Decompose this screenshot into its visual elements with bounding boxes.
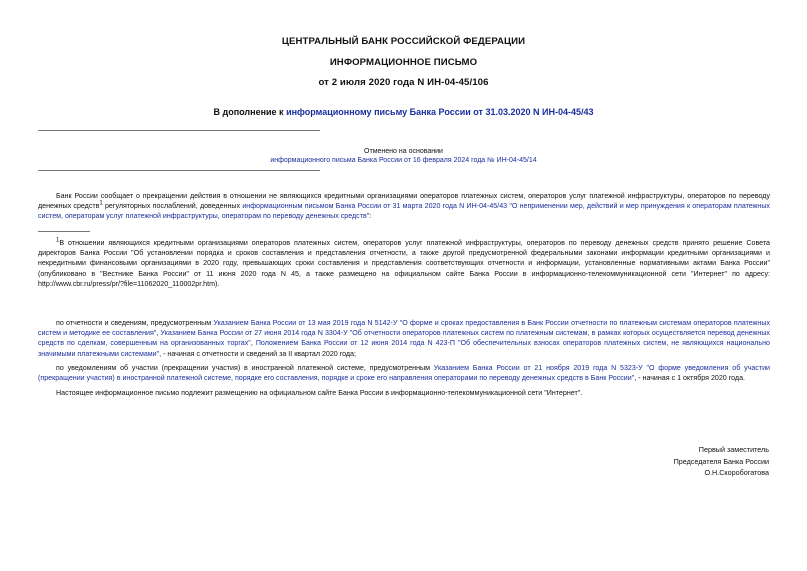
p1-text2: регуляторных послаблений, доведенных <box>102 202 243 211</box>
doc-date-number: от 2 июля 2020 года N ИН-04-45/106 <box>318 77 489 88</box>
p2-link2[interactable]: Указанием Банка России от 27 июня 2014 года N 3304-У "Об отчетности операторов платежных систем по платежным системам, в рамках которых осуществляется перевод денежных средств по сделкам, совершенным на организованных торгах" <box>38 329 770 348</box>
org-title: ЦЕНТРАЛЬНЫЙ БАНК РОССИЙСКОЙ ФЕДЕРАЦИИ <box>281 36 526 47</box>
addition-link[interactable]: информационному письму Банка России от 31.03.2020 N ИН-04-45/43 <box>286 107 594 117</box>
p1-link[interactable]: информационным письмом Банка России от 31 марта 2020 года N ИН-04-45/43 "О неприменении мер, действий и мер принуждения к операторам платежных систем, операторам услуг платежной инфраструктуры, операторам по переводу денежных средств" <box>38 202 770 221</box>
paragraph-reporting <box>38 318 770 359</box>
p2-text4: , - начиная с отчетности и сведений за II квартал 2020 года; <box>159 349 356 358</box>
p3-text1: по уведомлениям об участии (прекращении участия) в иностранной платежной системе, предусмотренным <box>56 364 434 372</box>
paragraph-intro <box>38 191 770 222</box>
footnote-text: В отношении являющихся кредитными организациями операторов платежных систем, операторов услуг платежной инфраструктуры, операторов по переводу денежных средств принято решение Совета директоров Банка России "Об установлении порядка и сроков составления и представления отчетности, а также другой предусмотренной федеральными законами информации кредитными организациями и некредитными финансовыми организациями в 2020 году, превышающих сроки составления и представления соответствующих отчетности и информации, установленные нормативными актами Банка России" (опубликовано в "Вестнике Банка России" от 11 июня 2020 года N 45, а также размещено на официальном сайте Банка России в информационно-телекоммуникационной сети "Интернет" по адресу: http://www.cbr.ru/press/pr/?file=11062020_110002pr.htm). <box>38 239 770 288</box>
footnote <box>38 238 770 289</box>
p2-text3: , <box>250 339 256 348</box>
paragraph-publication: Настоящее информационное письмо подлежит размещению на официальном сайте Банка России в информационно-телекоммуникационной сети "Интернет". <box>56 389 583 397</box>
divider-top <box>38 130 320 131</box>
signature-block <box>569 444 769 479</box>
footnote-ref[interactable]: 1 <box>99 200 103 207</box>
p2-link3[interactable]: Положением Банка России от 12 июня 2014 года N 423-П "Об обеспечительных взносах операторов платежных систем, не являющихся национально значимыми платежными системами" <box>38 339 770 358</box>
signature-line1: Первый заместитель <box>698 445 769 454</box>
footnote-mark: 1 <box>56 237 60 244</box>
cancel-note-line1: Отменено на основании <box>364 148 443 155</box>
p3-link1[interactable]: Указанием Банка России от 21 ноября 2019 года N 5323-У "О форме уведомления об участии (прекращении участия) в иностранной платежной системе, порядке его составления, порядке и сроке его направления операторами по переводу денежных средств в Банк России" <box>38 364 770 383</box>
cancel-note-link[interactable]: информационного письма Банка России от 16 февраля 2024 года № ИН-04-45/14 <box>270 157 537 164</box>
signature-name: О.Н.Скоробогатова <box>704 468 769 478</box>
p3-text2: , - начиная с 1 октября 2020 года. <box>634 374 745 383</box>
p1-text3: : <box>369 212 372 221</box>
doc-type-title: ИНФОРМАЦИОННОЕ ПИСЬМО <box>329 57 478 68</box>
p2-text1: по отчетности и сведениям, предусмотренным <box>56 319 214 327</box>
p1-text1: Банк России сообщает о прекращении действия в отношении не являющихся кредитными организациями операторов платежных систем, операторов услуг платежной инфраструктуры, операторов по переводу денежных средств <box>38 192 770 211</box>
p2-link1[interactable]: Указанием Банка России от 13 мая 2019 года N 5142-У "О форме и сроках предоставления в Банк России отчетности по платежным системам операторов платежных систем и методике ее составления" <box>38 319 770 338</box>
signature-line2: Председателя Банка России <box>673 456 769 466</box>
addition-line <box>0 107 807 117</box>
p2-text2: , <box>156 329 161 338</box>
divider-bottom <box>38 170 320 171</box>
footnote-divider <box>38 231 90 232</box>
paragraph-notifications <box>38 363 770 383</box>
addition-prefix: В дополнение к <box>213 107 287 117</box>
